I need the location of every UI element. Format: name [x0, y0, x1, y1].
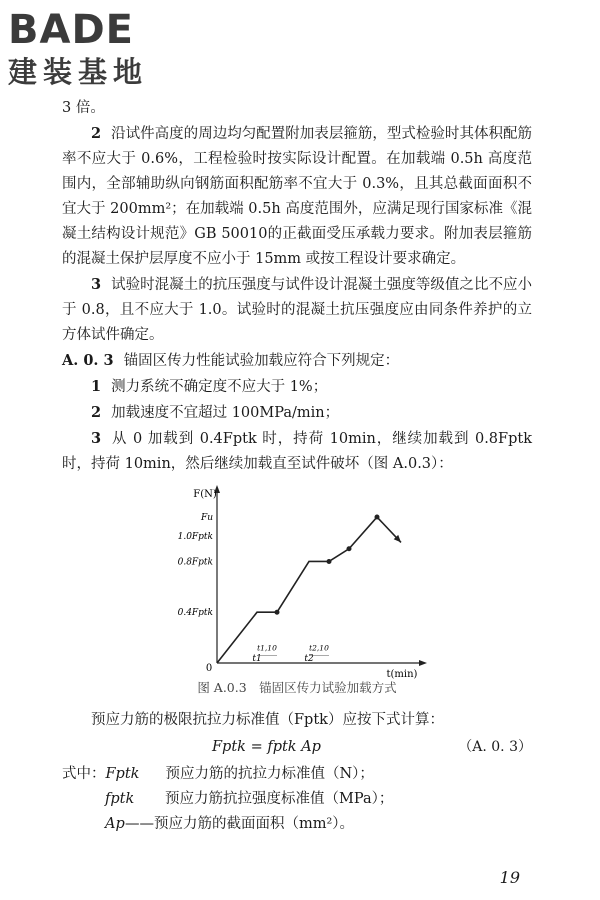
definitions-lead: 式中： [62, 766, 106, 782]
data-point [275, 610, 280, 615]
list-item-text: 测力系统不确定度不应大于 1%； [111, 379, 328, 395]
definition-spacer [62, 812, 105, 837]
y-axis-label: F(N) [193, 489, 217, 500]
paragraph-item-2 [62, 121, 532, 272]
brand-logo [8, 8, 183, 90]
item-number: 2 [91, 125, 102, 142]
list-item-text: 从 0 加载到 0.4Fptk 时，持荷 10min，继续加载到 0.8Fptk 时，持荷 10min，然后继续加载直至试件破坏（图 A.0.3）： [62, 431, 532, 472]
formula-expression: Fptk = fptk Ap [212, 739, 321, 755]
list-item-text: 加载速度不宜超过 100MPa/min； [111, 405, 340, 421]
x-tick-label: t1 [252, 654, 262, 664]
figure-caption: 图 A.0.3 锚固区传力试验加载方式 [197, 680, 397, 695]
definition-desc: ——预应力筋的截面面积（mm²）。 [125, 816, 355, 832]
formula-number: （A. 0. 3） [458, 739, 532, 755]
item-number: 3 [91, 430, 102, 447]
paragraph-text: 沿试件高度的周边均匀配置附加表层箍筋，型式检验时其体积配筋率不应大于 0.6%，工程检验时按实际设计配置。在加载端 0.5h 高度范围内，全部辅助纵向钢筋面积配筋率不宜大于 0.3%，且其总截面面积不宜大于 200mm²；在加载端 0.5h 高度范围外，应满足现行国家标准《混凝土结构设计规范》GB 50010的正截面受压承载力要求。附加表层箍筋的混凝土保护层厚度不应小于 15mm 或按工程设计要求确定。 [62, 126, 532, 267]
definition-desc: 预应力筋的抗拉力标准值（N）； [165, 766, 374, 782]
list-item [62, 374, 532, 400]
definition-symbol: Fptk [105, 766, 140, 782]
hold-label: t2,10 [309, 643, 329, 653]
y-tick-label: 0.8Fptk [177, 557, 213, 568]
paragraph-text: 试验时混凝土的抗压强度与试件设计混凝土强度等级值之比不应小于 0.8，且不应大于 1.0。试验时的混凝土抗压强度应由同条件养护的立方体试件确定。 [62, 277, 532, 343]
clause-heading [62, 348, 532, 374]
clause-number: A. 0. 3 [62, 352, 114, 369]
definition-row [62, 787, 532, 812]
load-figure [177, 483, 427, 680]
definition-row [62, 762, 532, 787]
document-body [62, 96, 532, 837]
logo-subtitle: 建装基地 [8, 55, 149, 89]
x-axis-label: t(min) [386, 669, 418, 680]
data-point [347, 546, 352, 551]
page-number: 19 [499, 868, 520, 887]
x-axis-arrow [419, 660, 427, 666]
item-number: 2 [91, 404, 102, 421]
item-number: 1 [91, 378, 102, 395]
data-point [327, 559, 332, 564]
hold-label: t1,10 [257, 643, 277, 653]
paragraph-item-3 [62, 272, 532, 348]
definition-row [62, 812, 532, 837]
list-item [62, 426, 532, 477]
y-tick-label: 0.4Fptk [177, 608, 213, 619]
origin-label: 0 [205, 663, 213, 674]
y-tick-label: 1.0Fptk [177, 532, 213, 543]
definition-spacer [62, 787, 105, 812]
data-point [375, 515, 380, 520]
definition-symbol: fptk [105, 791, 135, 807]
load-chart [177, 483, 427, 680]
clause-text: 锚固区传力性能试验加载应符合下列规定： [123, 353, 400, 369]
series-line-load [217, 517, 401, 663]
formula-row [62, 735, 532, 760]
item-number: 3 [91, 276, 102, 293]
logo-brand-text: BADE [8, 7, 134, 53]
formula-intro: 预应力筋的极限抗拉力标准值（Fptk）应按下式计算： [91, 712, 444, 728]
paragraph-continuation: 3 倍。 [62, 100, 105, 116]
symbol-definitions [62, 762, 532, 837]
definition-desc: 预应力筋抗拉强度标准值（MPa）； [165, 791, 394, 807]
definition-symbol: Ap [105, 816, 125, 832]
list-item [62, 400, 532, 426]
x-tick-label: t2 [304, 654, 314, 664]
y-tick-label: Fu [200, 513, 213, 524]
